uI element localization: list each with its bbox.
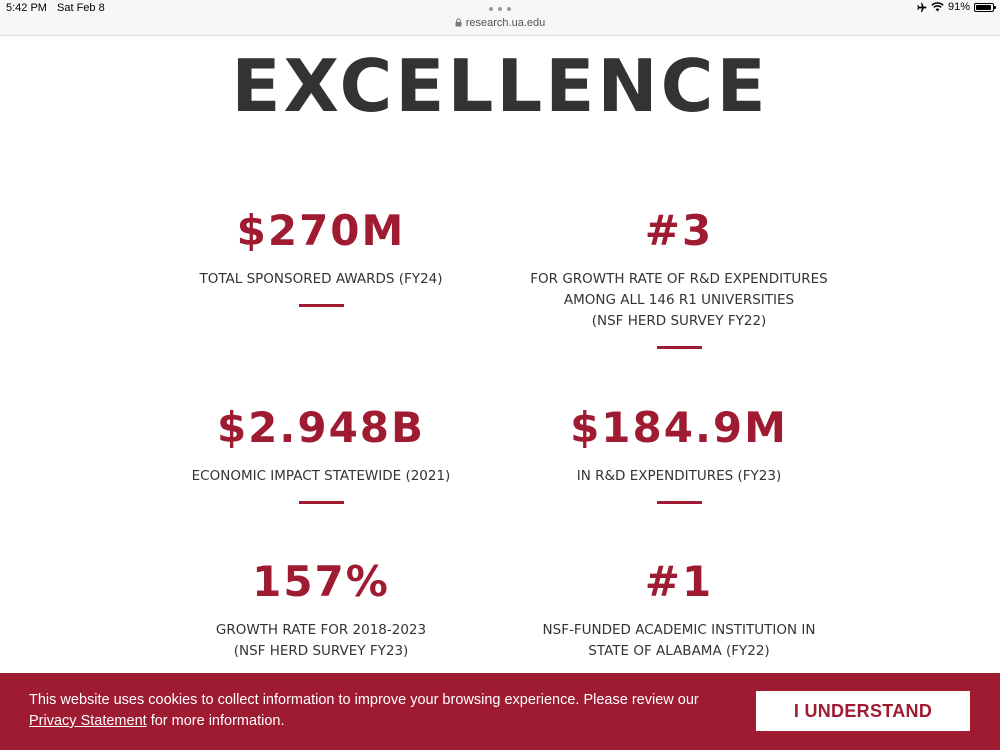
status-date: Sat Feb 8: [57, 2, 105, 14]
battery-icon: [974, 3, 994, 12]
stat-value: 157%: [252, 557, 390, 606]
stat-description: NSF-FUNDED ACADEMIC INSTITUTION IN STATE OF ALABAMA (FY22): [542, 622, 816, 659]
lock-icon: [455, 18, 462, 27]
stat-growth-rate-rank: [479, 207, 879, 349]
status-time: 5:42 PM: [6, 2, 47, 14]
stat-total-sponsored-awards: [121, 207, 521, 307]
stat-divider: [657, 501, 702, 504]
status-bar: [0, 0, 1000, 36]
stat-description: GROWTH RATE FOR 2018-2023 (NSF HERD SURVEY FY23): [215, 622, 427, 659]
stat-description: TOTAL SPONSORED AWARDS (FY24): [199, 271, 443, 287]
battery-percent: 91%: [947, 1, 970, 13]
stat-divider: [299, 501, 344, 504]
stat-description: IN R&D EXPENDITURES (FY23): [576, 468, 782, 484]
cookie-text-before: This website uses cookies to collect information to improve your browsing experience. Please review our: [29, 692, 699, 708]
stat-nsf-rank-alabama: [479, 558, 879, 662]
cookie-text-after: for more information.: [146, 713, 285, 729]
stat-description: ECONOMIC IMPACT STATEWIDE (2021): [191, 468, 451, 484]
stat-economic-impact: [121, 404, 521, 504]
stat-value: $184.9M: [570, 403, 788, 452]
privacy-statement-link[interactable]: Privacy Statement: [29, 713, 147, 729]
status-indicators: [916, 1, 994, 13]
multitasking-dots-icon[interactable]: [489, 7, 511, 11]
url-text: research.ua.edu: [465, 17, 546, 29]
cookie-banner: [0, 673, 1000, 750]
wifi-icon: [931, 2, 944, 12]
page-title: EXCELLENCE: [231, 44, 769, 128]
stat-value: #3: [644, 206, 714, 255]
stat-description: FOR GROWTH RATE OF R&D EXPENDITURES AMONG ALL 146 R1 UNIVERSITIES (NSF HERD SURVEY FY22): [530, 271, 828, 329]
stat-value: #1: [644, 557, 714, 606]
stat-growth-rate-percent: [121, 558, 521, 662]
stat-rd-expenditures: [479, 404, 879, 504]
stat-value: $270M: [236, 206, 406, 255]
stat-value: $2.948B: [216, 403, 426, 452]
i-understand-button[interactable]: I UNDERSTAND: [756, 691, 970, 731]
airplane-icon: [916, 2, 927, 13]
address-bar[interactable]: [0, 17, 1000, 29]
cookie-message: [29, 690, 729, 732]
stat-divider: [657, 346, 702, 349]
stat-divider: [299, 304, 344, 307]
